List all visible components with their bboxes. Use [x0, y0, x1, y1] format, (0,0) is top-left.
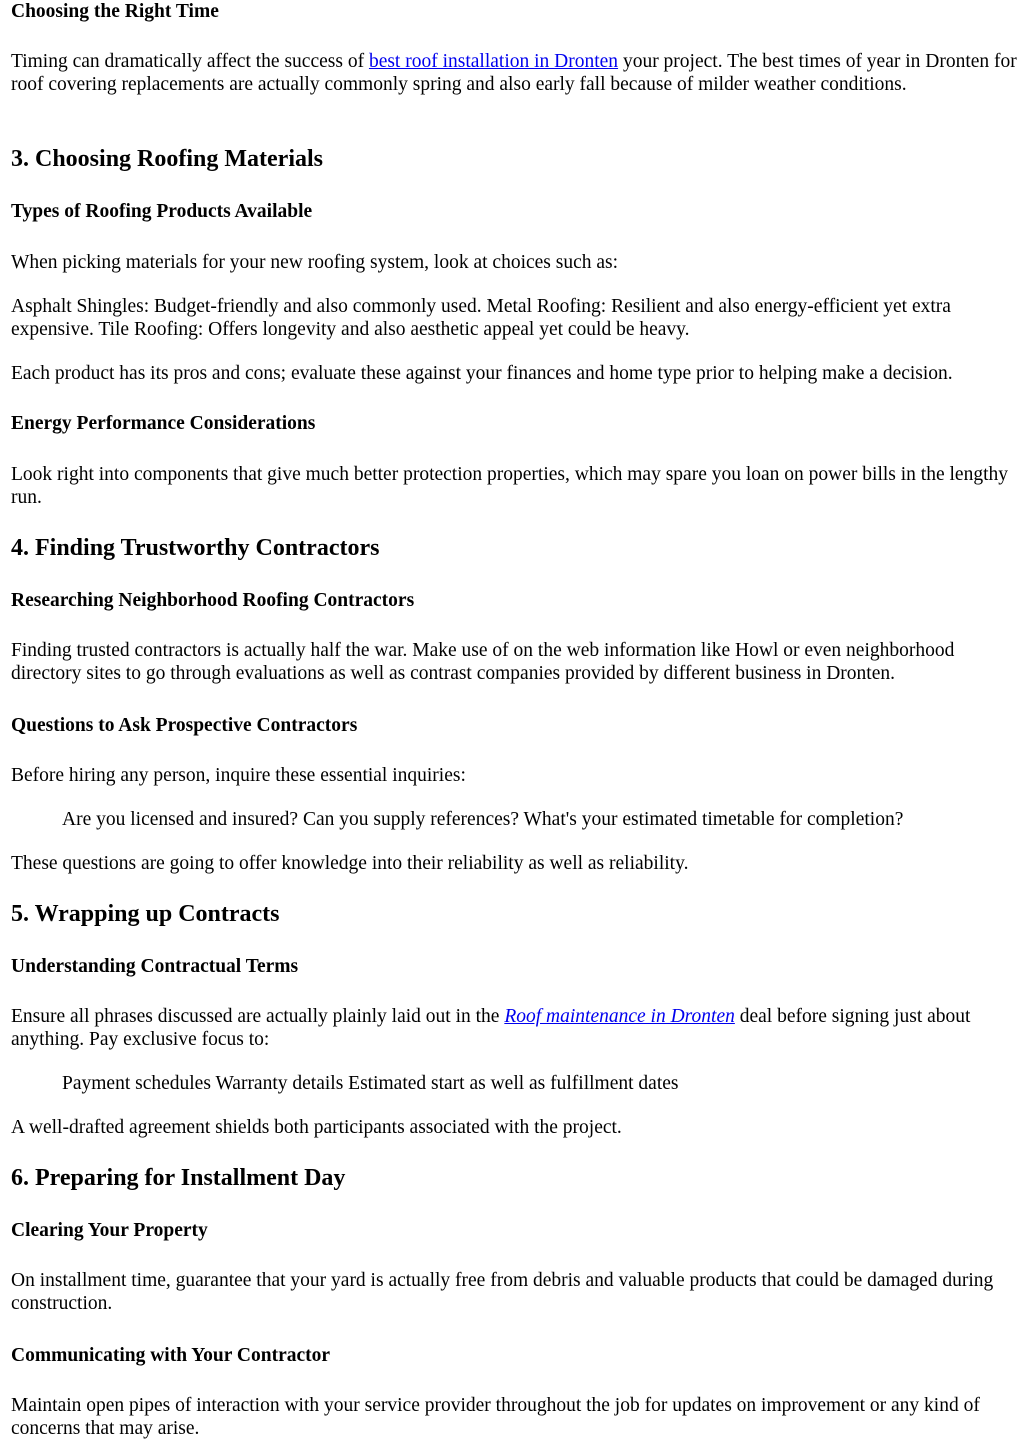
questions-result-paragraph: These questions are going to offer knowledge into their reliability as well as reliability.: [11, 853, 689, 874]
energy-paragraph: Look right into components that give much better protection properties, which may spare you loan on power bills in the lengthy run.: [11, 464, 1008, 508]
timing-paragraph: [11, 50, 1017, 96]
section-4-heading: 4. Finding Trustworthy Contractors: [11, 535, 380, 561]
terms-list: Payment schedules Warranty details Estimated start as well as fulfillment dates: [62, 1073, 679, 1094]
section-5-heading: 5. Wrapping up Contracts: [11, 901, 280, 927]
terms-text-before: Ensure all phrases discussed are actually plainly laid out in the: [11, 1006, 505, 1027]
choosing-time-heading: Choosing the Right Time: [11, 1, 219, 22]
clearing-paragraph: On installment time, guarantee that your yard is actually free from debris and valuable products that could be damaged during construction.: [11, 1270, 994, 1314]
questions-list: Are you licensed and insured? Can you supply references? What's your estimated timetable for completion?: [62, 809, 904, 830]
researching-paragraph: Finding trusted contractors is actually half the war. Make use of on the web information like Howl or even neighborhood directory sites to go through evaluations as well as contrast companies provided by different business in Dronten.: [11, 640, 955, 684]
roof-installation-link[interactable]: best roof installation in Dronten: [368, 51, 619, 72]
picking-paragraph: When picking materials for your new roofing system, look at choices such as:: [11, 252, 619, 273]
terms-paragraph: [11, 1005, 1017, 1051]
terms-text-after: deal before signing just about anything. Pay exclusive focus to:: [11, 1006, 971, 1050]
roof-maintenance-link[interactable]: Roof maintenance in Dronten: [504, 1006, 735, 1027]
materials-list: Asphalt Shingles: Budget-friendly and also commonly used. Metal Roofing: Resilient and also energy-efficient yet extra expensive. Tile Roofing: Offers longevity and also aesthetic appeal yet could be heavy.: [11, 296, 951, 340]
researching-heading: Researching Neighborhood Roofing Contractors: [11, 590, 415, 611]
energy-heading: Energy Performance Considerations: [11, 413, 316, 434]
pros-cons-paragraph: Each product has its pros and cons; evaluate these against your finances and home type prior to helping make a decision.: [11, 363, 953, 384]
communicating-heading: Communicating with Your Contractor: [11, 1345, 331, 1366]
communicating-paragraph: Maintain open pipes of interaction with your service provider throughout the job for updates on improvement or any kind of concerns that may arise.: [11, 1395, 980, 1439]
section-3-heading: 3. Choosing Roofing Materials: [11, 146, 323, 172]
terms-heading: Understanding Contractual Terms: [11, 956, 299, 977]
before-hiring-paragraph: Before hiring any person, inquire these essential inquiries:: [11, 765, 466, 786]
timing-text-before: Timing can dramatically affect the success of: [11, 51, 369, 72]
types-heading: Types of Roofing Products Available: [11, 201, 313, 222]
agreement-paragraph: A well-drafted agreement shields both participants associated with the project.: [11, 1117, 622, 1138]
timing-text-after: your project. The best times of year in Dronten for roof covering replacements are actually commonly spring and also early fall because of milder weather conditions.: [11, 51, 1017, 95]
section-6-heading: 6. Preparing for Installment Day: [11, 1165, 346, 1191]
clearing-heading: Clearing Your Property: [11, 1220, 208, 1241]
questions-heading: Questions to Ask Prospective Contractors: [11, 715, 358, 736]
